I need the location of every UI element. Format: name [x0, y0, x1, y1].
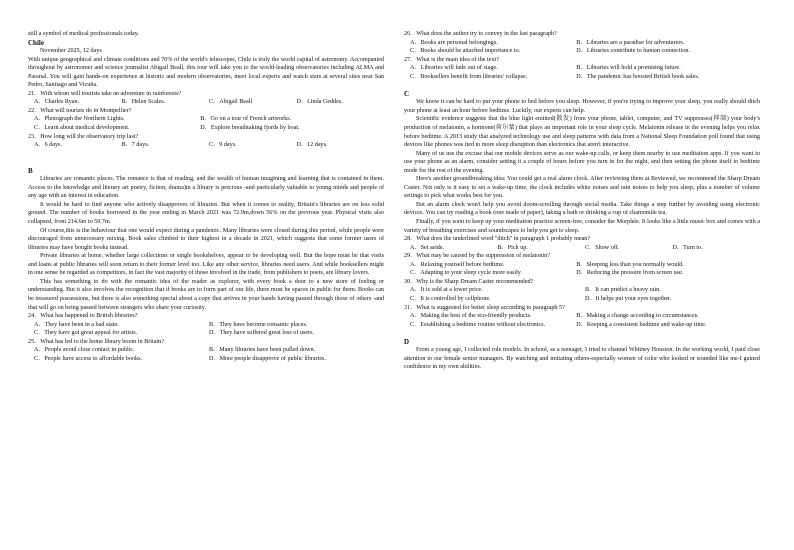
question-28-options: [404, 244, 760, 253]
option-a: A．Making the best of the eco-friendly products.: [410, 313, 532, 320]
option-a: A．Relaxing yourself before bedtime.: [410, 261, 505, 268]
option-b: B．They have become romantic places.: [209, 321, 308, 328]
option-b: B．Libraries are a paradise for adventurers.: [576, 39, 685, 46]
passage-d-para-1: From a young age, I collected role models. In school, as a teenager, I tried to channel Whitney Houston. In the working world, I paid close attention to our female senior managers. By watching and imitating others-especially women of color who looked or sounded like me-I gained confidence in my own abilities.: [404, 347, 760, 371]
option-a: A．Set aside.: [410, 244, 445, 251]
option-a: A．Photograph the Northern Lights.: [34, 116, 125, 123]
question-22: 22．What will tourists do in Montpellier?: [28, 107, 132, 114]
passage-c-para-3: Many of us use the excuse that our mobile devices serve as our wake-up calls, or keep them nearby to use meditation apps. If you want to use your phone as an alarm, consider setting it a couple of hours before you turn in for the night, and then setting the phone itself to bedtime mode for the rest of the evening.: [404, 150, 760, 174]
option-c: C．Show off.: [585, 244, 620, 251]
chile-title: Chile: [28, 38, 44, 47]
section-c-heading: C: [404, 89, 410, 98]
option-d: D．They have suffered great loss of users.: [209, 330, 315, 337]
question-21: 21．With whom will tourists take an adventure in rainforests?: [28, 90, 182, 97]
question-22-options: [28, 115, 384, 132]
option-c: C．They have got great appeal for artists.: [34, 330, 138, 337]
option-b: B．Making a change according to circumstances.: [576, 313, 699, 320]
option-c: C．Learn about medical development.: [34, 125, 130, 132]
question-23: 23．How long will the observatory trip last?: [28, 133, 139, 140]
option-b: B．Go on a tour of French artworks.: [200, 116, 292, 123]
option-d: D．The pandemic has boosted British book sales.: [576, 73, 700, 80]
question-30: 30．Why is the Sharp Dream Caster recommended?: [404, 278, 534, 285]
passage-b-para-2: It would be hard to find anyone who actively disapproves of libraries. But when it comes to reality, Britain's libraries are on less solid ground. The number of books borrowed in the year ending in March 2021 was 72.9m,down 56% on the previous year. Physical visits also collapsed, from 214.6m to 59.7m.: [28, 201, 384, 226]
intro-tail: still a symbol of medical professionals today.: [28, 31, 139, 37]
option-c: C．Adapting to your sleep cycle more easily.: [410, 270, 522, 277]
option-a: A．People avoid close contact in public.: [34, 347, 135, 354]
option-b: B．Many libraries have been pulled down.: [209, 347, 316, 354]
question-26: 26．What does the author try to convey in the last paragraph?: [404, 31, 557, 37]
question-28: 28．What does the underlined word "ditch" in paragraph 1 probably mean?: [404, 236, 591, 243]
option-c: C．Establishing a bedtime routine without electronics.: [410, 321, 546, 328]
option-d: D．More people disapprove of public libraries.: [209, 355, 326, 362]
section-d-heading: D: [404, 337, 410, 346]
option-b: B．Pick up.: [497, 244, 528, 251]
option-d: D．12 days.: [296, 142, 328, 149]
passage-b-para-5: This has something to do with the romantic idea of the reader as explorer, with every book a door to a new store of feeling or understanding. But it also involves the recognition that if books are to form part of our life, there must be spaces in public for them. Books can be treasured possessions, but there is also something special about a copy that arrives in your hands having passed through those of others -and that will go on being passed between strangers who share your curiosity.: [28, 278, 384, 311]
section-b-heading: B: [28, 166, 33, 175]
right-column: [404, 30, 760, 372]
option-b: B．Libraries will hold a promising future.: [576, 65, 681, 72]
question-29-options: [404, 261, 760, 278]
option-d: D．It helps put your eyes together.: [585, 295, 672, 302]
option-b: B．It can predict a heavy rain.: [585, 287, 661, 294]
option-d: D．Reducing the pressure from screen use.: [576, 270, 684, 277]
option-a: A．Books are personal belongings.: [410, 39, 498, 46]
option-d: D．Libraries contribute to human connection.: [576, 48, 690, 55]
passage-b-para-4: Private libraries at home, whether large collections or single bookshelves, appear to be developing well. But the hope must be that visits and loans at public libraries will soon return to their former level too. Like any other service, libraries need users. And while booksellers might in one sense be regarded as competitors, in fact the vast majority of those involved in the trade, from publishers to poets, are library lovers.: [28, 253, 384, 277]
option-c: C．9 days.: [209, 142, 237, 149]
question-31-options: [404, 312, 760, 329]
question-31: 31．What is suggested for better sleep according to paragraph 5?: [404, 304, 565, 311]
passage-c-para-2: Scientific evidence suggests that the blue light emitted(散发) from your phone, tablet, computer, and TV suppresses(抑制) your body's production of melatonin, a hormone(荷尔蒙) that plays an important role in your sleep cycle. Melatonin release in the evening helps you relax before bedtime. A 2013 study that analyzed technology use and sleep patterns with data from a National Sleep Foundation poll found that using devices like phones was tied to more sleep disruption than electronics that aren't interactive.: [404, 116, 760, 149]
option-a: A．Charles Ryan.: [34, 99, 80, 106]
left-column: [28, 30, 384, 363]
option-c: C．People have access to affordable books.: [34, 355, 142, 362]
question-25-options: [28, 346, 384, 363]
question-27: 27．What is the main idea of the text?: [404, 56, 499, 63]
option-d: D．Linda Geddes.: [296, 99, 343, 106]
question-27-options: [404, 64, 760, 81]
option-c: C．Booksellers benefit from libraries' collapse.: [410, 73, 528, 80]
question-21-options: [28, 98, 384, 107]
option-d: D．Keeping a consistent bedtime and wake-up time.: [576, 321, 707, 328]
passage-c-para-4: Here's another groundbreaking idea: You could get a real alarm clock. After reviewing them at Reviewed, we recommend the Sharp Dream Caster. Not only is it easy to set a wake-up time, the clock includes white noises and rain noises to help you sleep, plus a number of volume settings to pick what works best for you.: [404, 176, 760, 200]
chile-date: November 2025, 12 days: [40, 48, 102, 55]
option-a: A．They have been in a bad state.: [34, 321, 119, 328]
passage-c-para-5: But an alarm clock won't help you avoid doom-scrolling through social media. Take things a step further by avoiding using electronic devices. You can try reading a book (one made of paper), taking a bath or drinking a cup of chamomile tea.: [404, 201, 760, 217]
question-24: 24．What has happened to British libraries?: [28, 313, 138, 320]
question-25: 25．What has led to the home library boom in Britain?: [28, 338, 164, 345]
question-30-options: [404, 286, 760, 303]
passage-c-para-1: We know it can be hard to put your phone to bed before you sleep. However, if you're trying to improve your sleep, you really should ditch your phone at least an hour before bedtime. Luckily, our experts can help.: [404, 99, 760, 114]
passage-c-para-6: Finally, if you want to keep up your meditation practice screen-free, consider the Morphée. It looks like a little music box and comes with a variety of breathing exercises and soundscapes to help you get to sleep.: [404, 219, 760, 234]
question-26-options: [404, 39, 760, 56]
question-29: 29．What may be caused by the suppression of melatonin?: [404, 253, 550, 260]
option-c: C．Books should be attached importance to.: [410, 48, 521, 55]
option-a: A．Libraries will fade out of stage.: [410, 65, 498, 72]
question-24-options: [28, 321, 384, 338]
option-c: C．It is controlled by cellphone.: [410, 295, 491, 302]
option-c: C．Abigail Beall: [209, 99, 253, 106]
option-b: B．Sleeping less than you normally would.: [576, 261, 684, 268]
option-b: B．7 days.: [121, 142, 150, 149]
option-d: D．Turn to.: [672, 244, 703, 251]
question-23-options: [28, 141, 384, 150]
option-a: A．It is sold at a lower price.: [410, 287, 483, 294]
chile-body: With unique geographical and climate conditions and 70% of the world's telescopes, Chile is truly the world capital of astronomy. Accompanied throughout by astronomer and science journalist Abigail Beall, this tour will take you to the world-leading observatories including ALMA and Paranal. You will gain hands-on experience at historic and modern observatories, meet local experts and watch stars at several sites near San Pedro, Santiago and Vicuña.: [28, 56, 384, 89]
option-d: D．Explore breathtaking fjords by boat.: [200, 125, 300, 132]
option-b: B．Helen Scales.: [121, 99, 166, 106]
option-a: A．6 days.: [34, 142, 62, 149]
passage-b-para-1: Libraries are romantic places. The romance is that of reading, and the wealth of human imagining and learning that is contained in them. Access to the knowledge and literary art poetry, fiction, drama)in a library is precious -and particularly valuable to young minds and people of any age with an interest in education.: [28, 176, 384, 200]
passage-b-para-3: Of course,this is the behaviour that one would expect during a pandemic. Many libraries were closed during this period, while people were discouraged from unnecessary mixing. Book sales climbed to their highest in a decade in 2021, which suggests that some former users of libraries may have bought books instead.: [28, 227, 384, 251]
